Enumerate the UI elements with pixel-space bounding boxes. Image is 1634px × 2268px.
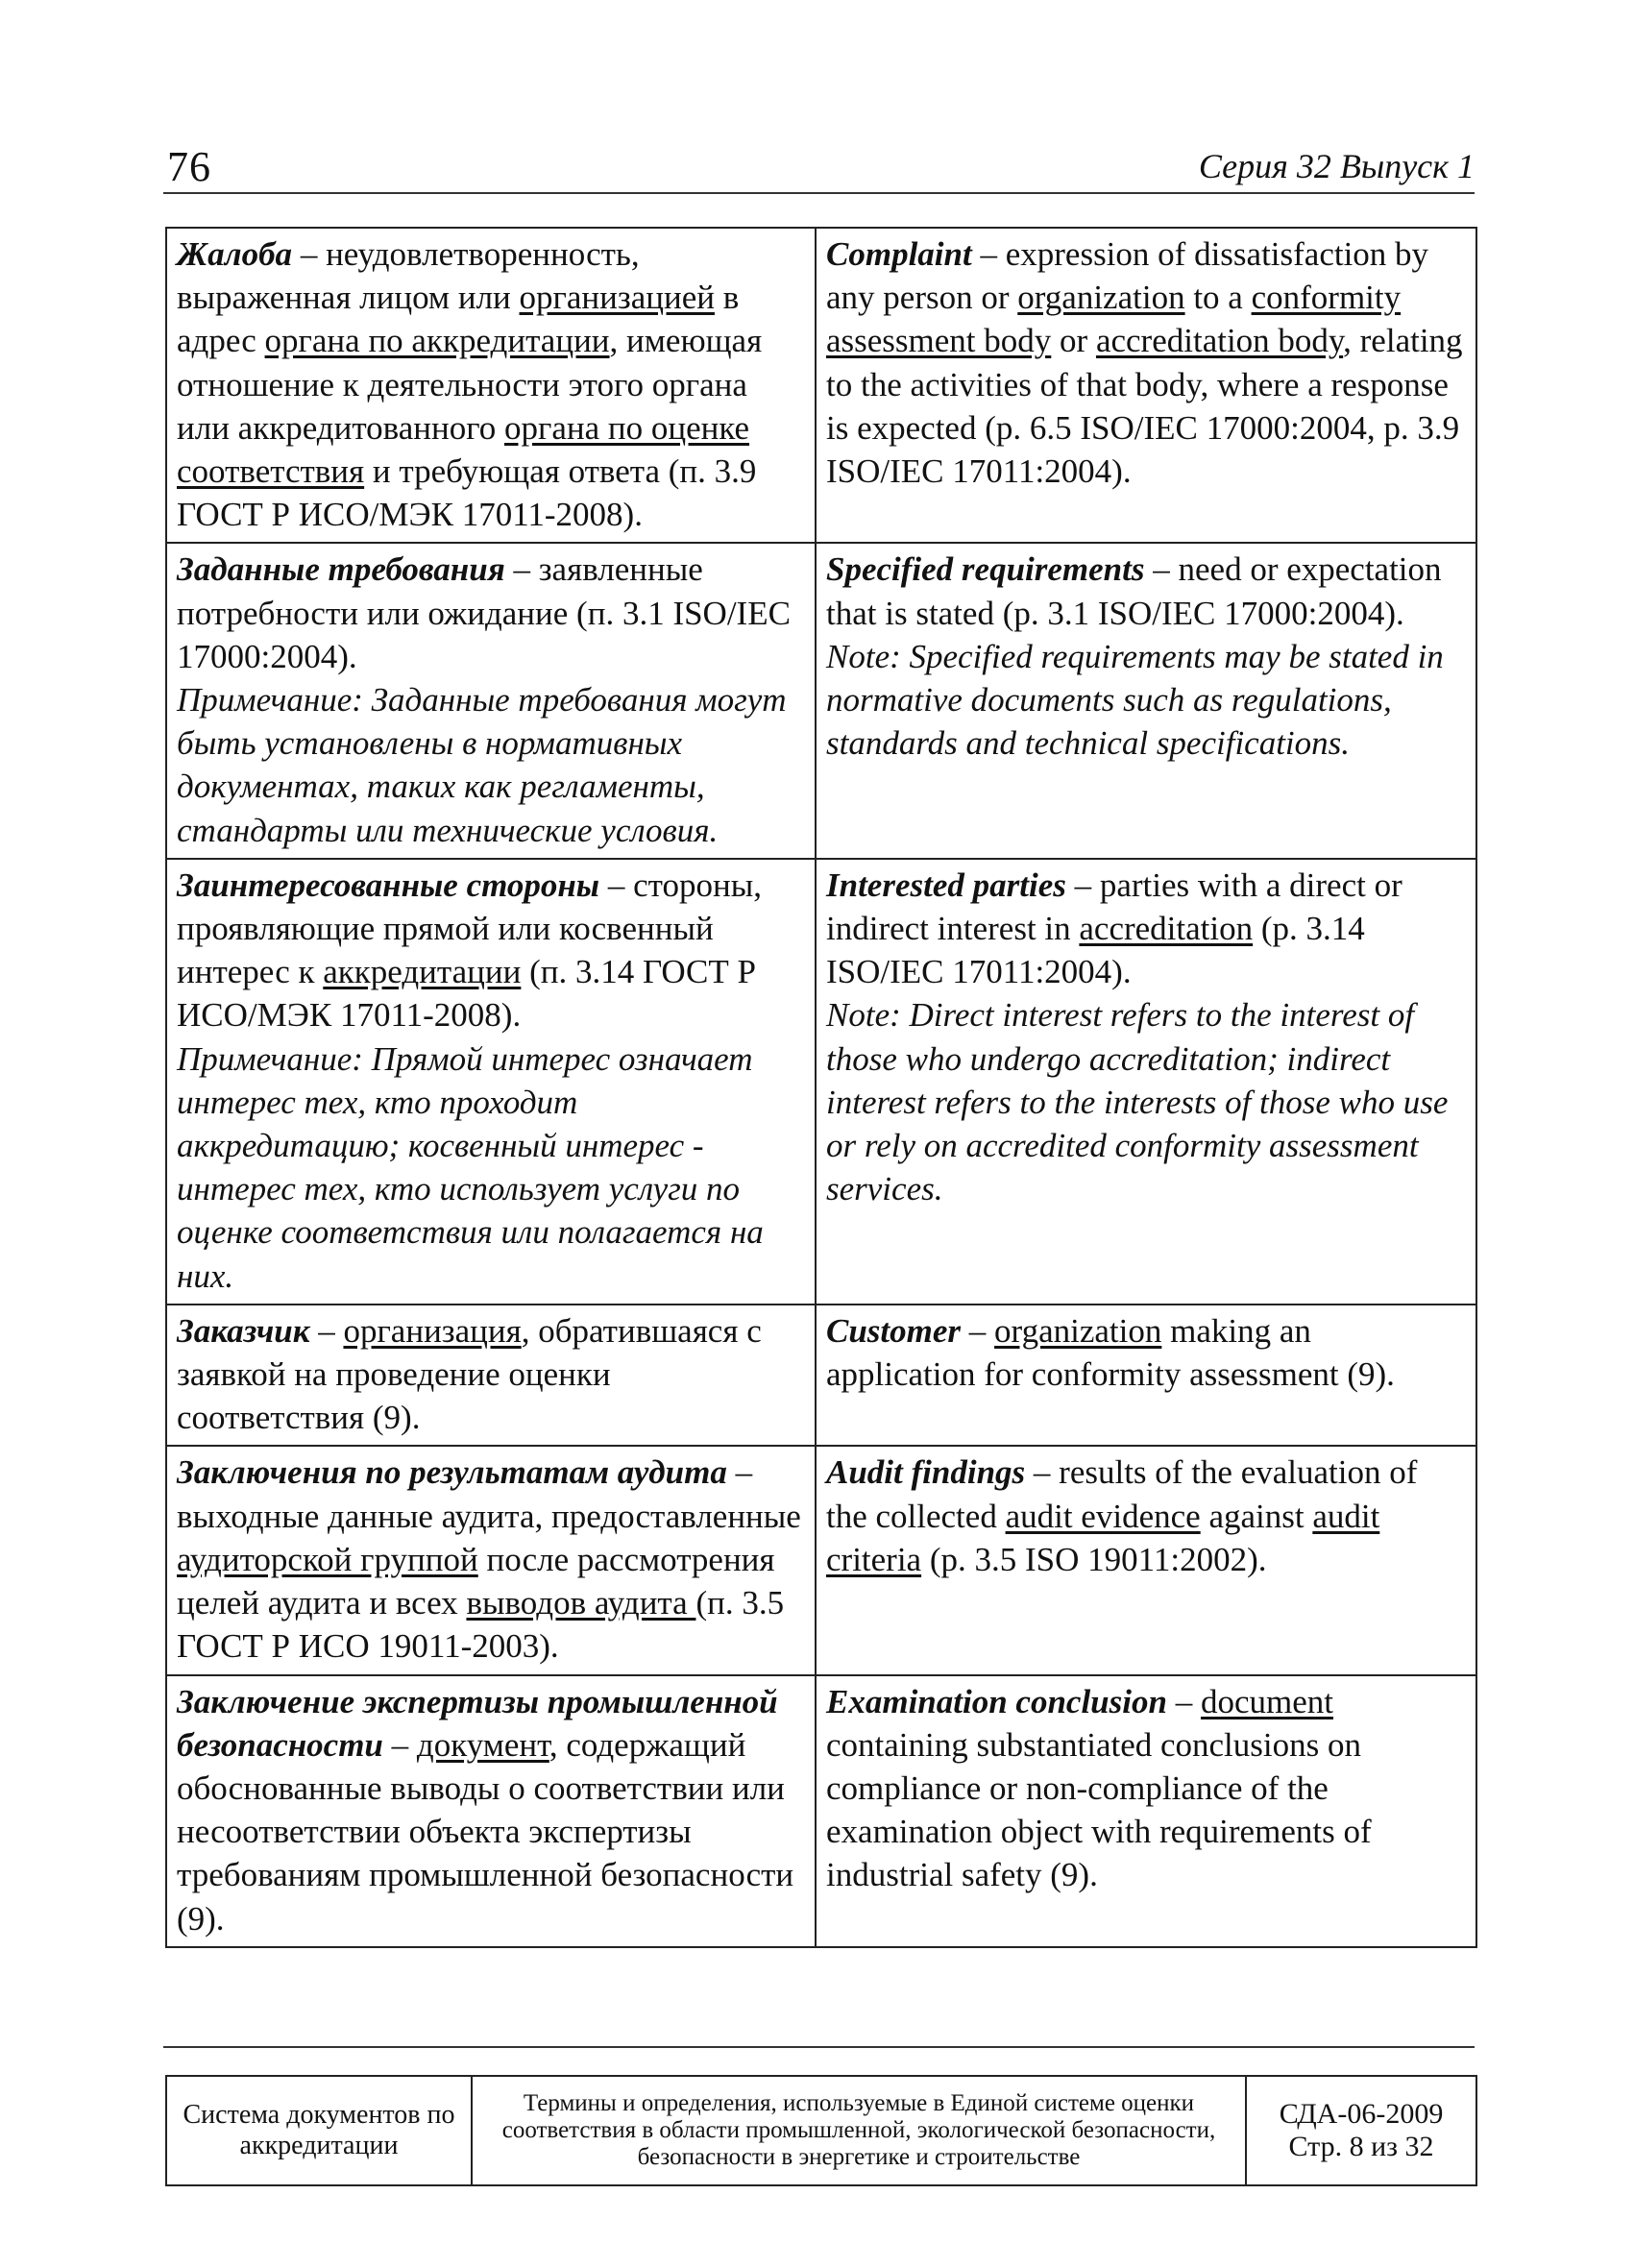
- en-term: Examination conclusion: [826, 1682, 1167, 1720]
- en-term: Audit findings: [826, 1453, 1026, 1492]
- footer-code-page: [1246, 2076, 1476, 2185]
- term-link: accreditation body: [1095, 322, 1344, 360]
- ru-term: Жалоба: [177, 235, 293, 273]
- en-definition: Customer – organization making an application for conformity assessment (9).: [816, 1305, 1476, 1447]
- en-note: Note: Direct interest refers to the interest of those who undergo accreditation; indirect interest refers to the interests of those who use or rely on accredited conformity assessment services.: [826, 996, 1449, 1208]
- ru-term: Заключения по результатам аудита: [177, 1453, 727, 1492]
- table-row: [166, 543, 1476, 858]
- table-row: [166, 1305, 1476, 1447]
- en-definition: Examination conclusion – document containing substantiated conclusions on compliance or non-compliance of the examination object with requirements of industrial safety (9).: [816, 1675, 1476, 1947]
- footer-code: СДА-06-2009: [1279, 2098, 1444, 2130]
- en-note: Note: Specified requirements may be stated in normative documents such as regulations, standards and technical specifications.: [826, 637, 1444, 763]
- series-title: Серия 32 Выпуск 1: [1198, 147, 1475, 185]
- table-row: [166, 1675, 1476, 1947]
- footer-document-title: Термины и определения, используемые в Единой системе оценки соответствия в области промышленной, экологической безопасности, безопасности в энергетике и строительстве: [472, 2076, 1246, 2185]
- term-link: аккредитации: [323, 953, 522, 991]
- ru-definition: Заключение экспертизы промышленной безопасности – документ, содержащий обоснованные выводы о соответствии или несоответствии объекта экспертизы требованиям промышленной безопасности (9).: [166, 1675, 816, 1947]
- term-link: conformity assessment body: [826, 279, 1402, 360]
- header-rule: [163, 192, 1475, 194]
- term-link: document: [1200, 1682, 1333, 1720]
- ru-note: Примечание: Прямой интерес означает интерес тех, кто проходит аккредитацию; косвенный интерес - интерес тех, кто использует услуги по оценке соответствия или полагается на них.: [177, 1039, 764, 1295]
- en-definition: Complaint – expression of dissatisfaction by any person or organization to a conformity assessment body or accreditation body, relating to the activities of that body, where a response is expected (p. 6.5 ISO/IEC 17000:2004, p. 3.9 ISO/IEC 17011:2004).: [816, 228, 1476, 543]
- term-link: выводов аудита: [466, 1584, 696, 1622]
- en-definition: Audit findings – results of the evaluation of the collected audit evidence against audit criteria (p. 3.5 ISO 19011:2002).: [816, 1446, 1476, 1674]
- term-link: документ: [416, 1725, 549, 1764]
- table-row: [166, 1446, 1476, 1674]
- footer-row: [166, 2076, 1476, 2185]
- en-term: Customer: [826, 1311, 962, 1350]
- ru-term: Заказчик: [177, 1311, 310, 1350]
- table-row: [166, 228, 1476, 543]
- term-link: органа по оценке соответствия: [177, 408, 750, 491]
- term-link: аудиторской группой: [177, 1540, 478, 1578]
- ru-definition: Заказчик – организация, обратившаяся с заявкой на проведение оценки соответствия (9).: [166, 1305, 816, 1447]
- en-term: Interested parties: [826, 866, 1066, 904]
- en-term: Complaint: [826, 235, 972, 273]
- footer-page: Стр. 8 из 32: [1288, 2131, 1434, 2162]
- ru-term: Заинтересованные стороны: [177, 866, 600, 904]
- page-number: 76: [167, 143, 211, 190]
- term-link: organization: [1017, 279, 1185, 317]
- footer-system: Система документов по аккредитации: [166, 2076, 472, 2185]
- ru-term: Заданные требования: [177, 550, 505, 589]
- ru-definition: Жалоба – неудовлетворенность, выраженная лицом или организацией в адрес органа по аккредитации, имеющая отношение к деятельности этого органа или аккредитованного органа по оценке соответствия и требующая ответа (п. 3.9 ГОСТ Р ИСО/МЭК 17011-2008).: [166, 228, 816, 543]
- table-row: [166, 859, 1476, 1305]
- en-term: Specified requirements: [826, 550, 1145, 589]
- term-link: организацией: [519, 279, 715, 317]
- term-link: органа по аккредитации: [264, 322, 610, 360]
- term-link: организация: [343, 1311, 522, 1350]
- en-definition: Specified requirements – need or expectation that is stated (p. 3.1 ISO/IEC 17000:2004). Note: Specified requirements may be stated in normative documents such as regulations, standards and technical specifications.: [816, 543, 1476, 858]
- term-link: audit evidence: [1005, 1497, 1201, 1535]
- ru-term: Заключение экспертизы промышленной безопасности: [177, 1682, 778, 1764]
- ru-definition: Заключения по результатам аудита – выходные данные аудита, предоставленные аудиторской группой после рассмотрения целей аудита и всех выводов аудита (п. 3.5 ГОСТ Р ИСО 19011-2003).: [166, 1446, 816, 1674]
- terms-table: [165, 227, 1477, 1948]
- ru-definition: Заданные требования – заявленные потребности или ожидание (п. 3.1 ISO/IEC 17000:2004). Примечание: Заданные требования могут быть установлены в нормативных документах, таких как регламенты, стандарты или технические условия.: [166, 543, 816, 858]
- en-definition: Interested parties – parties with a direct or indirect interest in accreditation (p. 3.14 ISO/IEC 17011:2004). Note: Direct interest refers to the interest of those who undergo accreditation; indirect interest refers to the interests of those who use or rely on accredited conformity assessment services.: [816, 859, 1476, 1305]
- term-link: accreditation: [1079, 910, 1254, 948]
- footer-table: [165, 2075, 1477, 2186]
- ru-note: Примечание: Заданные требования могут быть установлены в нормативных документах, таких как регламенты, стандарты или технические условия.: [177, 681, 787, 849]
- term-link: audit criteria: [826, 1497, 1380, 1578]
- footer-rule: [163, 2046, 1475, 2048]
- term-link: organization: [994, 1311, 1162, 1350]
- ru-definition: Заинтересованные стороны – стороны, проявляющие прямой или косвенный интерес к аккредитации (п. 3.14 ГОСТ Р ИСО/МЭК 17011-2008). Примечание: Прямой интерес означает интерес тех, кто проходит аккредитацию; косвенный интерес - интерес тех, кто использует услуги по оценке соответствия или полагается на них.: [166, 859, 816, 1305]
